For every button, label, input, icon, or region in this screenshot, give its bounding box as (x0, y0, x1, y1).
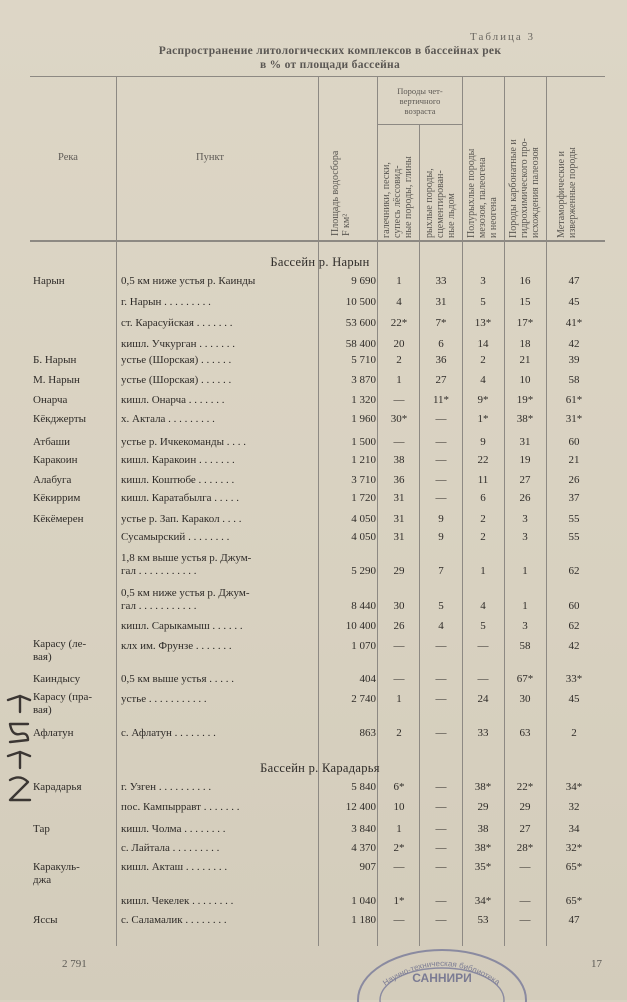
point-cell: кишл. Сарыкамыш . . . . . . (121, 620, 243, 632)
value-cell: 38 (393, 454, 405, 466)
value-cell: 27 (435, 374, 447, 386)
value-cell: 1 (396, 374, 402, 386)
area-cell: 53 600 (345, 317, 376, 329)
value-cell: 34* (474, 895, 492, 907)
area-cell: 12 400 (345, 801, 376, 813)
value-cell: — (477, 673, 489, 685)
point-cell: кишл. Каратабылга . . . . . (121, 492, 240, 504)
point-cell: кишл. Коштюбе . . . . . . . (121, 474, 235, 486)
value-cell: 55 (568, 513, 580, 525)
value-cell: 45 (568, 296, 580, 308)
value-cell: 22 (477, 454, 489, 466)
point-cell: пос. Кампырравт . . . . . . . (121, 801, 240, 813)
point-cell: кишл. Чолма . . . . . . . . (121, 823, 226, 835)
value-cell: 63 (519, 727, 531, 739)
col-rule-c2 (462, 76, 463, 946)
value-cell: 38* (516, 413, 534, 425)
table-title-line-1: Распространение литологических комплексов в бассейнах рек (158, 45, 502, 57)
area-cell: 10 400 (345, 620, 376, 632)
col-rule-area (377, 76, 378, 946)
value-cell: 22* (390, 317, 408, 329)
value-cell: 60 (568, 436, 580, 448)
value-cell: 26 (393, 620, 405, 632)
value-cell: 33 (477, 727, 489, 739)
value-cell: 39 (568, 354, 580, 366)
area-cell: 1 500 (351, 436, 376, 448)
river-cell: Каракоин (33, 454, 78, 466)
value-cell: 30 (393, 600, 405, 612)
value-cell: 28* (516, 842, 534, 854)
area-cell: 1 210 (351, 454, 376, 466)
value-cell: 21 (568, 454, 580, 466)
col-rule-river (116, 76, 117, 946)
area-cell: 4 370 (351, 842, 376, 854)
header-col1: галечники, пески, супесь лёссовид- ные породы, глины (381, 156, 414, 238)
value-cell: 13* (474, 317, 492, 329)
header-col2: рыхлые породы, сцементирован- ные льдом (424, 168, 457, 238)
value-cell: 62 (568, 565, 580, 577)
value-cell: 5 (480, 620, 486, 632)
value-cell: — (393, 673, 405, 685)
value-cell: — (435, 413, 447, 425)
value-cell: 32 (568, 801, 580, 813)
value-cell: 27 (519, 474, 531, 486)
value-cell: 65* (565, 895, 583, 907)
value-cell: 6 (480, 492, 486, 504)
basin-heading-karadarya: Бассейн р. Карадарья (260, 761, 380, 775)
value-cell: — (477, 640, 489, 652)
value-cell: 30 (519, 693, 531, 705)
value-cell: 37 (568, 492, 580, 504)
value-cell: 60 (568, 600, 580, 612)
library-stamp (352, 942, 532, 1002)
value-cell: 45 (568, 693, 580, 705)
river-cell: Атбаши (33, 436, 71, 448)
handwritten-number (2, 690, 36, 810)
point-cell: 0,5 км выше устья . . . . . (121, 673, 235, 685)
area-cell: 3 840 (351, 823, 376, 835)
point-cell: устье р. Ичкекоманды . . . . (121, 436, 246, 448)
value-cell: 65* (565, 861, 583, 873)
table-title (70, 44, 590, 72)
value-cell: 6 (438, 338, 444, 350)
col-rule-c4 (546, 76, 547, 946)
value-cell: 1 (396, 275, 402, 287)
value-cell: 1 (396, 693, 402, 705)
header-col3: Полурыхлые породы мезозоя, палеогена и неогена (466, 148, 499, 238)
value-cell: 32* (565, 842, 583, 854)
col-rule-c3 (504, 76, 505, 946)
point-cell: ст. Карасуйская . . . . . . . (121, 317, 233, 329)
value-cell: — (435, 673, 447, 685)
value-cell: 42 (568, 338, 580, 350)
value-cell: 3 (522, 513, 528, 525)
value-cell: 1* (477, 413, 489, 425)
value-cell: 1* (393, 895, 405, 907)
value-cell: 29 (393, 565, 405, 577)
header-quat-group: Породы чет- вертичного возраста (397, 86, 443, 116)
value-cell: 11 (477, 474, 489, 486)
area-cell: 1 960 (351, 413, 376, 425)
value-cell: — (435, 693, 447, 705)
area-cell: 4 050 (351, 513, 376, 525)
value-cell: 19* (516, 394, 534, 406)
col-rule-point (318, 76, 319, 946)
header-col4: Породы карбонатные и гидрохимического про- исхождения палеозоя (508, 138, 541, 238)
value-cell: 35* (474, 861, 492, 873)
value-cell: 34* (565, 781, 583, 793)
value-cell: 27 (519, 823, 531, 835)
point-cell: устье (Шорская) . . . . . . (121, 354, 232, 366)
header-col5: Метаморфические и изверженные породы (556, 147, 578, 238)
area-cell: 10 500 (345, 296, 376, 308)
page-number: 17 (591, 958, 602, 970)
value-cell: 2 (396, 727, 402, 739)
value-cell: 61* (565, 394, 583, 406)
value-cell: 36 (393, 474, 405, 486)
point-cell: кишл. Акташ . . . . . . . . (121, 861, 228, 873)
point-cell: г. Нарын . . . . . . . . . (121, 296, 211, 308)
value-cell: 41* (565, 317, 583, 329)
point-cell: клх им. Фрунзе . . . . . . . (121, 640, 232, 652)
river-cell: Кёкджерты (33, 413, 87, 425)
value-cell: — (435, 727, 447, 739)
value-cell: 1 (396, 823, 402, 835)
area-cell: 1 720 (351, 492, 376, 504)
header-river: Река (58, 152, 78, 163)
value-cell: 55 (568, 531, 580, 543)
value-cell: 11* (432, 394, 450, 406)
value-cell: 3 (522, 531, 528, 543)
point-cell: с. Саламалик . . . . . . . . (121, 914, 227, 926)
value-cell: — (435, 895, 447, 907)
area-cell: 3 710 (351, 474, 376, 486)
value-cell: 29 (477, 801, 489, 813)
value-cell: 4 (480, 374, 486, 386)
value-cell: 5 (438, 600, 444, 612)
value-cell: — (435, 861, 447, 873)
value-cell: 38 (477, 823, 489, 835)
river-cell: Нарын (33, 275, 65, 287)
value-cell: 9 (480, 436, 486, 448)
value-cell: 10 (393, 801, 405, 813)
area-cell: 1 320 (351, 394, 376, 406)
value-cell: 31 (393, 513, 405, 525)
value-cell: 26 (568, 474, 580, 486)
value-cell: 47 (568, 275, 580, 287)
point-cell: г. Узген . . . . . . . . . . (121, 781, 212, 793)
value-cell: 9 (438, 513, 444, 525)
area-cell: 404 (359, 673, 376, 685)
value-cell: 3 (480, 275, 486, 287)
point-cell: с. Лайтала . . . . . . . . . (121, 842, 220, 854)
value-cell: — (393, 640, 405, 652)
value-cell: 29 (519, 801, 531, 813)
point-cell: 0,5 км ниже устья р. Джум- гал . . . . . . . . . . . (121, 587, 250, 612)
value-cell: 4 (396, 296, 402, 308)
header-area: Площадь водосбора F км² (330, 150, 352, 236)
value-cell: 31 (393, 492, 405, 504)
value-cell: 67* (516, 673, 534, 685)
river-cell: Кёкиррим (33, 492, 81, 504)
point-cell: кишл. Каракоин . . . . . . . (121, 454, 235, 466)
value-cell: 2* (393, 842, 405, 854)
value-cell: 33 (435, 275, 447, 287)
value-cell: 9* (477, 394, 489, 406)
value-cell: — (393, 436, 405, 448)
value-cell: — (435, 801, 447, 813)
value-cell: 24 (477, 693, 489, 705)
river-cell: Карасу (пра- вая) (33, 691, 93, 716)
value-cell: 21 (519, 354, 531, 366)
point-cell: устье р. Зап. Каракол . . . . (121, 513, 242, 525)
point-cell: с. Афлатун . . . . . . . . (121, 727, 216, 739)
river-cell: Каиндысу (33, 673, 81, 685)
value-cell: 6* (393, 781, 405, 793)
area-cell: 4 050 (351, 531, 376, 543)
river-cell: Тар (33, 823, 50, 835)
point-cell: 0,5 км ниже устья р. Каинды (121, 275, 256, 287)
value-cell: 7* (435, 317, 447, 329)
area-cell: 863 (359, 727, 376, 739)
value-cell: 58 (519, 640, 531, 652)
value-cell: 2 (571, 727, 577, 739)
value-cell: — (519, 895, 531, 907)
value-cell: 53 (477, 914, 489, 926)
value-cell: 30* (390, 413, 408, 425)
value-cell: — (435, 640, 447, 652)
value-cell: 7 (438, 565, 444, 577)
value-cell: 1 (522, 565, 528, 577)
point-cell: устье . . . . . . . . . . . (121, 693, 207, 705)
value-cell: — (519, 914, 531, 926)
point-cell: кишл. Чекелек . . . . . . . . (121, 895, 234, 907)
table-label: Таблица 3 (470, 31, 536, 43)
point-cell: 1,8 км выше устья р. Джум- гал . . . . . . . . . . . (121, 552, 252, 577)
table-title-line-2: в % от площади бассейна (259, 59, 401, 71)
area-cell: 1 070 (351, 640, 376, 652)
area-cell: 58 400 (345, 338, 376, 350)
value-cell: 14 (477, 338, 489, 350)
river-cell: М. Нарын (33, 374, 80, 386)
value-cell: — (393, 861, 405, 873)
footer-print-code: 2 791 (62, 958, 87, 970)
area-cell: 1 040 (351, 895, 376, 907)
river-cell: Онарча (33, 394, 68, 406)
value-cell: 4 (438, 620, 444, 632)
point-cell: кишл. Онарча . . . . . . . (121, 394, 225, 406)
area-cell: 1 180 (351, 914, 376, 926)
value-cell: 62 (568, 620, 580, 632)
river-cell: Алабуга (33, 474, 72, 486)
river-cell: Кёкёмерен (33, 513, 84, 525)
basin-heading-naryn: Бассейн р. Нарын (270, 255, 370, 269)
value-cell: — (435, 823, 447, 835)
area-cell: 907 (359, 861, 376, 873)
river-cell: Каракуль- джа (33, 861, 80, 886)
point-cell: х. Актала . . . . . . . . . (121, 413, 215, 425)
point-cell: кишл. Учкурган . . . . . . . (121, 338, 235, 350)
value-cell: 31* (565, 413, 583, 425)
area-cell: 2 740 (351, 693, 376, 705)
value-cell: 2 (480, 513, 486, 525)
value-cell: 16 (519, 275, 531, 287)
value-cell: 1 (522, 600, 528, 612)
value-cell: 4 (480, 600, 486, 612)
area-cell: 9 690 (351, 275, 376, 287)
value-cell: 17* (516, 317, 534, 329)
value-cell: 2 (396, 354, 402, 366)
value-cell: 38* (474, 781, 492, 793)
value-cell: 22* (516, 781, 534, 793)
stamp-ring-text: Научно-техническая библиотека (381, 958, 502, 988)
area-cell: 5 840 (351, 781, 376, 793)
value-cell: 47 (568, 914, 580, 926)
value-cell: — (519, 861, 531, 873)
value-cell: 18 (519, 338, 531, 350)
river-cell: Афлатун (33, 727, 74, 739)
value-cell: — (435, 454, 447, 466)
value-cell: 42 (568, 640, 580, 652)
value-cell: — (393, 394, 405, 406)
header-point: Пункт (196, 152, 225, 163)
value-cell: 31 (519, 436, 531, 448)
value-cell: 31 (393, 531, 405, 543)
value-cell: 33* (565, 673, 583, 685)
river-cell: Б. Нарын (33, 354, 77, 366)
value-cell: 26 (519, 492, 531, 504)
value-cell: 38* (474, 842, 492, 854)
value-cell: 36 (435, 354, 447, 366)
value-cell: 10 (519, 374, 531, 386)
value-cell: 2 (480, 531, 486, 543)
river-cell: Карадарья (33, 781, 82, 793)
point-cell: Сусамырский . . . . . . . . (121, 531, 230, 543)
area-cell: 3 870 (351, 374, 376, 386)
value-cell: — (435, 436, 447, 448)
value-cell: 2 (480, 354, 486, 366)
value-cell: 19 (519, 454, 531, 466)
value-cell: — (435, 781, 447, 793)
area-cell: 5 710 (351, 354, 376, 366)
value-cell: 31 (435, 296, 447, 308)
point-cell: устье (Шорская) . . . . . . (121, 374, 232, 386)
river-cell: Карасу (ле- вая) (33, 638, 87, 663)
value-cell: 5 (480, 296, 486, 308)
value-cell: 3 (522, 620, 528, 632)
value-cell: — (435, 914, 447, 926)
value-cell: 15 (519, 296, 531, 308)
value-cell: 1 (480, 565, 486, 577)
value-cell: 58 (568, 374, 580, 386)
area-cell: 8 440 (351, 600, 376, 612)
stamp-text: САННИРИ (412, 971, 472, 985)
value-cell: — (435, 492, 447, 504)
value-cell: — (435, 842, 447, 854)
value-cell: 9 (438, 531, 444, 543)
value-cell: — (393, 914, 405, 926)
value-cell: 34 (568, 823, 580, 835)
value-cell: 20 (393, 338, 405, 350)
area-cell: 5 290 (351, 565, 376, 577)
river-cell: Яссы (33, 914, 58, 926)
value-cell: — (435, 474, 447, 486)
